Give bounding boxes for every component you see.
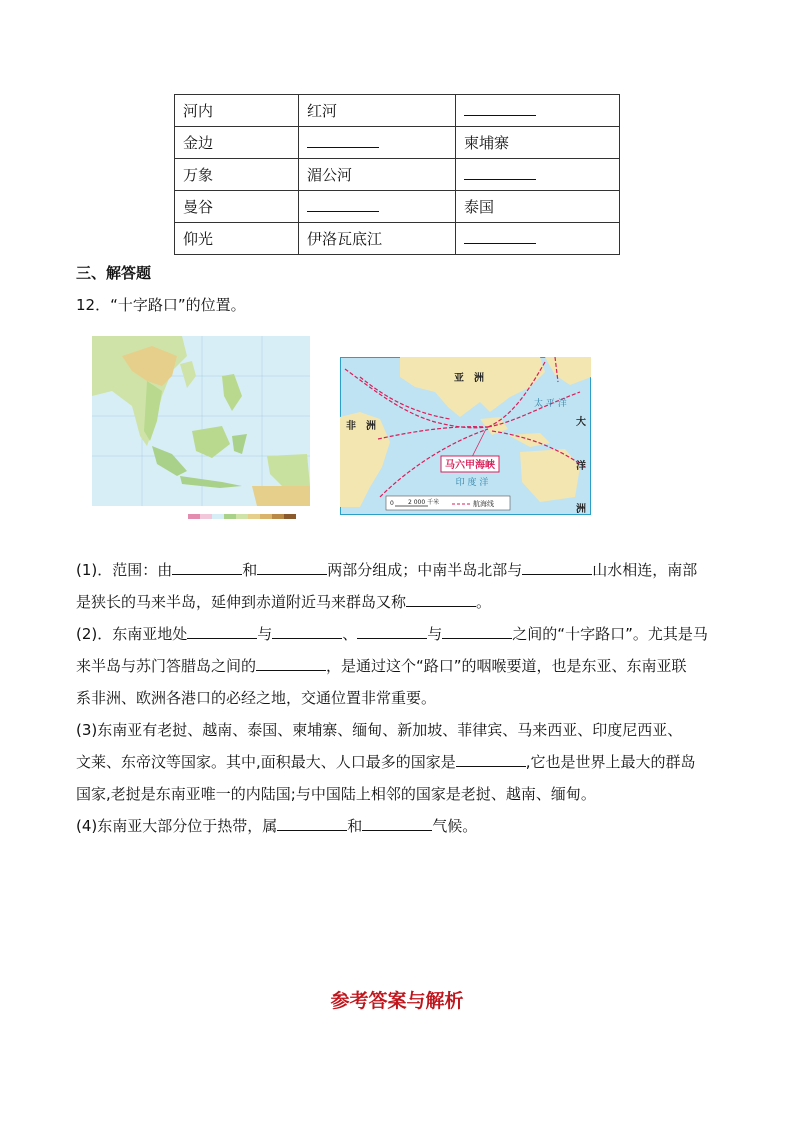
item-1 xyxy=(76,554,724,618)
answer-blank[interactable] xyxy=(522,558,592,575)
oceania-label-1: 大 xyxy=(576,417,586,428)
answer-blank[interactable] xyxy=(464,165,536,180)
cell-country: 柬埔寨 xyxy=(456,127,620,159)
item-3 xyxy=(76,714,724,810)
answer-blank[interactable] xyxy=(464,101,536,116)
item-text: ,它也是世界上最大的群岛 xyxy=(525,753,696,771)
item-text: 。 xyxy=(476,593,492,611)
answer-blank[interactable] xyxy=(357,622,427,639)
answer-blank[interactable] xyxy=(456,750,526,767)
cell-country: 泰国 xyxy=(456,191,620,223)
cell-river: 伊洛瓦底江 xyxy=(299,223,456,255)
cell-river: 湄公河 xyxy=(299,159,456,191)
answer-blank[interactable] xyxy=(277,814,347,831)
asia-label: 亚 洲 xyxy=(454,373,484,384)
item-text: 和 xyxy=(242,561,258,579)
cell-river-blank xyxy=(299,127,456,159)
answer-blank[interactable] xyxy=(187,622,257,639)
item-4 xyxy=(76,810,724,842)
cell-river: 红河 xyxy=(299,95,456,127)
cell-country-blank xyxy=(456,159,620,191)
item-text: 系非洲、欧洲各港口的必经之地，交通位置非常重要。 xyxy=(76,689,437,707)
answer-blank[interactable] xyxy=(406,590,476,607)
strait-route-map xyxy=(340,357,591,515)
strait-label: 马六甲海峡 xyxy=(445,460,495,471)
cell-country-blank xyxy=(456,223,620,255)
cell-country-blank xyxy=(456,95,620,127)
answer-blank[interactable] xyxy=(172,558,242,575)
indian-ocean-label: 印 度 洋 xyxy=(455,478,489,488)
item-text: 之间的“十字路口”。尤其是马 xyxy=(512,625,708,643)
item-text: (4)东南亚大部分位于热带，属 xyxy=(76,817,278,835)
item-text: 山水相连，南部 xyxy=(592,561,698,579)
item-text: 和 xyxy=(347,817,363,835)
answer-blank[interactable] xyxy=(272,622,342,639)
table-row xyxy=(175,223,620,255)
cell-city: 金边 xyxy=(175,127,299,159)
item-text: 来半岛与苏门答腊岛之间的 xyxy=(76,657,257,675)
question-title: 12．“十字路口”的位置。 xyxy=(76,296,246,314)
river-table xyxy=(174,94,620,255)
item-text: 与 xyxy=(427,625,443,643)
item-text: 与 xyxy=(257,625,273,643)
answer-blank[interactable] xyxy=(307,197,379,212)
cell-city: 曼谷 xyxy=(175,191,299,223)
oceania-label-3: 洲 xyxy=(576,504,586,515)
answer-blank[interactable] xyxy=(307,133,379,148)
cell-city: 河内 xyxy=(175,95,299,127)
oceania-label-2: 洋 xyxy=(576,461,586,472)
cell-river-blank xyxy=(299,191,456,223)
table-row xyxy=(175,127,620,159)
answer-blank[interactable] xyxy=(442,622,512,639)
legend-route-label: 航海线 xyxy=(473,500,494,508)
southeast-asia-map xyxy=(92,336,310,532)
scale-label: 2 000 千米 xyxy=(408,499,440,506)
answer-blank[interactable] xyxy=(257,558,327,575)
item-text: 气候。 xyxy=(432,817,478,835)
item-text: (2)．东南亚地处 xyxy=(76,625,188,643)
pacific-label: 太 平 洋 xyxy=(534,399,567,409)
item-text: (1)．范围：由 xyxy=(76,561,173,579)
item-text: 两部分组成；中南半岛北部与 xyxy=(327,561,523,579)
item-text: (3)东南亚有老挝、越南、泰国、柬埔寨、缅甸、新加坡、菲律宾、马来西亚、印度尼西亚、 xyxy=(76,721,683,739)
cell-city: 仰光 xyxy=(175,223,299,255)
item-text: 文莱、东帝汶等国家。其中,面积最大、人口最多的国家是 xyxy=(76,753,456,771)
item-2 xyxy=(76,618,724,714)
table-row xyxy=(175,191,620,223)
answer-blank[interactable] xyxy=(362,814,432,831)
table-row xyxy=(175,159,620,191)
scale-zero: 0 xyxy=(390,500,394,507)
section-heading: 三、解答题 xyxy=(76,264,152,282)
item-text: 国家,老挝是东南亚唯一的内陆国;与中国陆上相邻的国家是老挝、越南、缅甸。 xyxy=(76,785,596,803)
item-text: 、 xyxy=(342,625,358,643)
table-row xyxy=(175,95,620,127)
answer-blank[interactable] xyxy=(464,229,536,244)
cell-city: 万象 xyxy=(175,159,299,191)
item-text: ，是通过这个“路口”的咽喉要道，也是东亚、东南亚联 xyxy=(326,657,687,675)
africa-label: 非 洲 xyxy=(346,421,376,432)
answer-section-title: 参考答案与解析 xyxy=(330,990,464,1012)
answer-blank[interactable] xyxy=(256,654,326,671)
item-text: 是狭长的马来半岛，延伸到赤道附近马来群岛又称 xyxy=(76,593,407,611)
